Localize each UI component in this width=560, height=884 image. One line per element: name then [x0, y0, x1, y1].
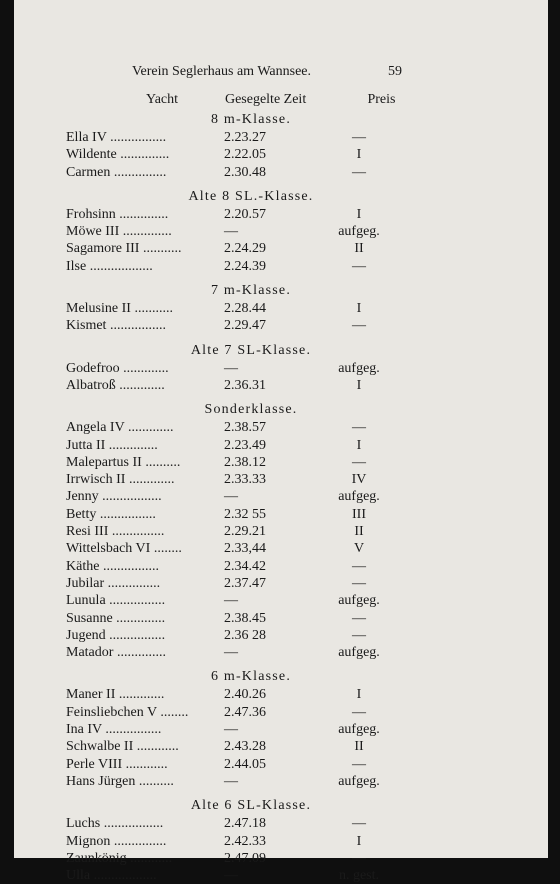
- yacht-name: [66, 488, 224, 505]
- sailed-time: 2.29.47: [224, 318, 266, 334]
- sailed-time: —: [224, 868, 238, 884]
- prize-cell: [284, 558, 394, 575]
- yacht-label: Godefroo: [66, 360, 120, 376]
- book-page: [14, 0, 548, 884]
- prize-cell: [284, 258, 394, 275]
- prize: —: [352, 318, 366, 334]
- leader-dots: ............: [136, 739, 179, 755]
- column-header-yacht: Yacht: [146, 92, 179, 107]
- sailed-time: 2.47.36: [224, 704, 266, 720]
- prize: aufgeg.: [338, 722, 380, 738]
- section-title: Alte 8 SL.-Klasse.: [188, 188, 314, 204]
- yacht-label: Irrwisch II: [66, 472, 126, 488]
- column-header-time: Gesegelte Zeit: [224, 92, 307, 107]
- leader-dots: ........: [153, 541, 182, 557]
- yacht-name: [66, 317, 224, 334]
- yacht-name: [66, 258, 224, 275]
- result-row: [66, 540, 412, 557]
- leader-dots: ............: [130, 850, 173, 866]
- page-number: 59: [388, 64, 402, 79]
- yacht-label: Susanne: [66, 610, 113, 626]
- yacht-label: Schwalbe II: [66, 739, 134, 755]
- sailed-time: 2.23.49: [224, 437, 266, 453]
- yacht-label: Feinsliebchen V: [66, 704, 157, 720]
- yacht-name: [66, 206, 224, 223]
- leader-dots: ..............: [116, 610, 166, 626]
- results-list: [66, 110, 412, 884]
- result-row: [66, 146, 412, 163]
- yacht-name: [66, 540, 224, 557]
- prize-cell: [284, 377, 394, 394]
- prize: aufgeg.: [338, 224, 380, 240]
- leader-dots: ...............: [107, 575, 161, 591]
- leader-dots: .............: [118, 687, 165, 703]
- yacht-name: [66, 223, 224, 240]
- leader-dots: .............: [127, 420, 174, 436]
- prize: V: [353, 541, 365, 557]
- prize-cell: [284, 129, 394, 146]
- prize: —: [352, 816, 366, 832]
- prize: II: [354, 524, 364, 540]
- yacht-label: Melusine II: [66, 301, 131, 317]
- leader-dots: ................: [99, 506, 156, 522]
- yacht-label: Carmen: [66, 164, 111, 180]
- leader-dots: ...........: [142, 241, 182, 257]
- result-row: [66, 258, 412, 275]
- leader-dots: ...............: [113, 164, 167, 180]
- header-title: Verein Seglerhaus am Wannsee.: [132, 64, 311, 79]
- sailed-time: 2.24.39: [224, 258, 266, 274]
- prize: aufgeg.: [338, 593, 380, 609]
- prize: —: [352, 258, 366, 274]
- leader-dots: ..................: [93, 868, 157, 884]
- yacht-name: [66, 523, 224, 540]
- yacht-label: Ella IV: [66, 130, 107, 145]
- sailed-time: —: [224, 773, 238, 789]
- yacht-label: Jubilar: [66, 575, 105, 591]
- sailed-time: 2.29.21: [224, 524, 266, 540]
- prize-cell: [284, 240, 394, 257]
- sailed-time: 2.37.47: [224, 575, 266, 591]
- result-row: [66, 738, 412, 755]
- sailed-time: 2.22.05: [224, 147, 266, 163]
- prize: —: [352, 850, 366, 866]
- prize-cell: [284, 756, 394, 773]
- result-row: [66, 488, 412, 505]
- sailed-time: 2.36 28: [224, 627, 266, 643]
- prize: I: [356, 377, 362, 393]
- leader-dots: .............: [119, 377, 165, 393]
- section-title: 7 m-Klasse.: [210, 283, 292, 299]
- yacht-label: Jenny: [66, 489, 99, 505]
- prize: aufgeg.: [338, 645, 380, 661]
- leader-dots: ..........: [145, 454, 181, 470]
- section-title: Alte 7 SL-Klasse.: [190, 342, 312, 358]
- result-row: [66, 471, 412, 488]
- section-title: 6 m-Klasse.: [210, 669, 292, 685]
- prize: I: [356, 833, 362, 849]
- sailed-time: 2.32 55: [224, 506, 266, 522]
- result-row: [66, 377, 412, 394]
- sailed-time: 2.30.48: [224, 164, 266, 180]
- yacht-name: [66, 454, 224, 471]
- yacht-name: [66, 704, 224, 721]
- yacht-label: Luchs: [66, 816, 101, 832]
- prize: —: [352, 420, 366, 436]
- prize-cell: [284, 721, 394, 738]
- prize: aufgeg.: [338, 360, 380, 376]
- sailed-time: 2.20.57: [224, 206, 266, 222]
- yacht-name: [66, 815, 224, 832]
- sailed-time: 2.33.33: [224, 472, 266, 488]
- leader-dots: ........: [160, 704, 189, 720]
- column-headers: [146, 92, 406, 108]
- yacht-label: Sagamore III: [66, 241, 140, 257]
- yacht-name: [66, 867, 224, 884]
- prize-cell: [284, 300, 394, 317]
- result-row: [66, 437, 412, 454]
- result-row: [66, 721, 412, 738]
- prize: I: [356, 147, 362, 163]
- prize: —: [352, 130, 366, 145]
- sailed-time: 2.34.42: [224, 558, 266, 574]
- result-row: [66, 454, 412, 471]
- yacht-label: Matador: [66, 645, 114, 661]
- yacht-name: [66, 419, 224, 436]
- prize-cell: [284, 360, 394, 377]
- yacht-name: [66, 506, 224, 523]
- prize-cell: [284, 164, 394, 181]
- prize: —: [352, 575, 366, 591]
- leader-dots: ...........: [134, 301, 173, 317]
- prize: —: [352, 558, 366, 574]
- sailed-time: 2.33,44: [224, 541, 266, 557]
- prize: IV: [351, 472, 367, 488]
- yacht-label: Hans Jürgen: [66, 773, 136, 789]
- sailed-time: 2.28.44: [224, 301, 266, 317]
- prize-cell: [284, 223, 394, 240]
- result-row: [66, 704, 412, 721]
- yacht-label: Betty: [66, 506, 97, 522]
- sailed-time: —: [224, 593, 238, 609]
- leader-dots: ................: [110, 130, 167, 145]
- leader-dots: .................: [102, 489, 162, 505]
- prize: II: [354, 739, 364, 755]
- prize-cell: [284, 523, 394, 540]
- yacht-label: Ina IV: [66, 722, 102, 738]
- leader-dots: ..............: [120, 147, 170, 163]
- yacht-name: [66, 756, 224, 773]
- yacht-label: Resi III: [66, 524, 109, 540]
- leader-dots: ..............: [122, 224, 172, 240]
- yacht-name: [66, 627, 224, 644]
- yacht-name: [66, 300, 224, 317]
- sailed-time: 2.47.18: [224, 816, 266, 832]
- yacht-name: [66, 437, 224, 454]
- yacht-label: Lunula: [66, 593, 106, 609]
- sailed-time: 2.44.05: [224, 756, 266, 772]
- column-header-prize: Preis: [367, 92, 396, 107]
- yacht-label: Wildente: [66, 147, 117, 163]
- prize-cell: [284, 454, 394, 471]
- result-row: [66, 627, 412, 644]
- prize: II: [354, 241, 364, 257]
- leader-dots: .............: [128, 472, 175, 488]
- prize-cell: [284, 738, 394, 755]
- sailed-time: 2.36.31: [224, 377, 266, 393]
- prize-cell: [284, 644, 394, 661]
- prize-cell: [284, 488, 394, 505]
- yacht-name: [66, 721, 224, 738]
- prize: —: [352, 164, 366, 180]
- running-header: [132, 64, 402, 80]
- yacht-label: Ulla: [66, 868, 91, 884]
- yacht-name: [66, 644, 224, 661]
- prize-cell: [284, 773, 394, 790]
- yacht-name: [66, 738, 224, 755]
- yacht-label: Kismet: [66, 318, 107, 334]
- leader-dots: ............: [125, 756, 168, 772]
- leader-dots: .................: [103, 816, 164, 832]
- leader-dots: ..............: [116, 645, 166, 661]
- prize-cell: [284, 867, 394, 884]
- sailed-time: —: [224, 224, 238, 240]
- yacht-name: [66, 471, 224, 488]
- sailed-time: —: [224, 360, 238, 376]
- leader-dots: ................: [102, 558, 159, 574]
- prize: —: [352, 610, 366, 626]
- yacht-name: [66, 164, 224, 181]
- yacht-label: Mignon: [66, 833, 111, 849]
- yacht-name: [66, 833, 224, 850]
- yacht-name: [66, 592, 224, 609]
- leader-dots: ..................: [89, 258, 153, 274]
- result-row: [66, 164, 412, 181]
- leader-dots: .............: [123, 360, 169, 376]
- result-row: [66, 206, 412, 223]
- result-row: [66, 850, 412, 867]
- prize-cell: [284, 627, 394, 644]
- leader-dots: ...............: [113, 833, 167, 849]
- section-title: Sonderklasse.: [204, 402, 298, 418]
- leader-dots: ..............: [108, 437, 158, 453]
- yacht-label: Albatroß: [66, 377, 116, 393]
- result-row: [66, 240, 412, 257]
- prize: III: [352, 506, 366, 522]
- result-row: [66, 756, 412, 773]
- result-row: [66, 558, 412, 575]
- yacht-name: [66, 360, 224, 377]
- result-row: [66, 867, 412, 884]
- sailed-time: 2.23.27: [224, 130, 266, 145]
- result-row: [66, 833, 412, 850]
- sailed-time: 2.40.26: [224, 687, 266, 703]
- prize-cell: [284, 540, 394, 557]
- sailed-time: 2.38.45: [224, 610, 266, 626]
- prize: n. gest.: [338, 868, 380, 884]
- leader-dots: ..............: [119, 206, 169, 222]
- yacht-name: [66, 686, 224, 703]
- sailed-time: 2.24.29: [224, 241, 266, 257]
- result-row: [66, 644, 412, 661]
- prize: aufgeg.: [338, 489, 380, 505]
- sailed-time: —: [224, 722, 238, 738]
- prize-cell: [284, 575, 394, 592]
- yacht-label: Perle VIII: [66, 756, 123, 772]
- prize: —: [352, 454, 366, 470]
- leader-dots: ................: [109, 318, 166, 334]
- sailed-time: —: [224, 489, 238, 505]
- yacht-name: [66, 610, 224, 627]
- yacht-name: [66, 240, 224, 257]
- yacht-label: Zaunkönig: [66, 850, 127, 866]
- yacht-label: Malepartus II: [66, 454, 142, 470]
- leader-dots: ..........: [138, 773, 174, 789]
- prize: —: [352, 704, 366, 720]
- yacht-label: Maner II: [66, 687, 116, 703]
- section-title: Alte 6 SL-Klasse.: [190, 798, 312, 814]
- yacht-name: [66, 773, 224, 790]
- result-row: [66, 419, 412, 436]
- sailed-time: 2.38.57: [224, 420, 266, 436]
- result-row: [66, 129, 412, 146]
- yacht-label: Ilse: [66, 258, 87, 274]
- yacht-name: [66, 575, 224, 592]
- prize: —: [352, 627, 366, 643]
- sailed-time: 2.42.33: [224, 833, 266, 849]
- prize: I: [356, 206, 362, 222]
- prize-cell: [284, 419, 394, 436]
- leader-dots: ................: [109, 593, 166, 609]
- yacht-label: Frohsinn: [66, 206, 116, 222]
- result-row: [66, 506, 412, 523]
- yacht-name: [66, 129, 224, 146]
- leader-dots: ...............: [111, 524, 165, 540]
- yacht-label: Jutta II: [66, 437, 106, 453]
- yacht-label: Möwe III: [66, 224, 120, 240]
- result-row: [66, 575, 412, 592]
- result-row: [66, 223, 412, 240]
- result-row: [66, 686, 412, 703]
- result-row: [66, 300, 412, 317]
- prize-cell: [284, 610, 394, 627]
- prize-cell: [284, 471, 394, 488]
- prize: —: [352, 756, 366, 772]
- yacht-name: [66, 377, 224, 394]
- prize-cell: [284, 833, 394, 850]
- prize-cell: [284, 704, 394, 721]
- yacht-label: Jugend: [66, 627, 106, 643]
- result-row: [66, 815, 412, 832]
- result-row: [66, 773, 412, 790]
- prize-cell: [284, 592, 394, 609]
- prize-cell: [284, 506, 394, 523]
- result-row: [66, 360, 412, 377]
- sailed-time: 2.38.12: [224, 454, 266, 470]
- prize: I: [356, 301, 362, 317]
- prize: I: [356, 687, 362, 703]
- yacht-name: [66, 146, 224, 163]
- prize-cell: [284, 437, 394, 454]
- yacht-name: [66, 850, 224, 867]
- prize: I: [356, 437, 362, 453]
- prize-cell: [284, 686, 394, 703]
- yacht-name: [66, 558, 224, 575]
- result-row: [66, 592, 412, 609]
- leader-dots: ................: [109, 627, 166, 643]
- yacht-label: Wittelsbach VI: [66, 541, 151, 557]
- prize-cell: [284, 815, 394, 832]
- section-title: 8 m-Klasse.: [210, 112, 292, 127]
- prize-cell: [284, 146, 394, 163]
- result-row: [66, 317, 412, 334]
- sailed-time: 2.43.28: [224, 739, 266, 755]
- result-row: [66, 523, 412, 540]
- yacht-label: Käthe: [66, 558, 100, 574]
- yacht-label: Angela IV: [66, 420, 125, 436]
- prize: aufgeg.: [338, 773, 380, 789]
- sailed-time: 2.47.09: [224, 850, 266, 866]
- result-row: [66, 610, 412, 627]
- prize-cell: [284, 206, 394, 223]
- sailed-time: —: [224, 645, 238, 661]
- prize-cell: [284, 850, 394, 867]
- leader-dots: ................: [105, 722, 162, 738]
- prize-cell: [284, 317, 394, 334]
